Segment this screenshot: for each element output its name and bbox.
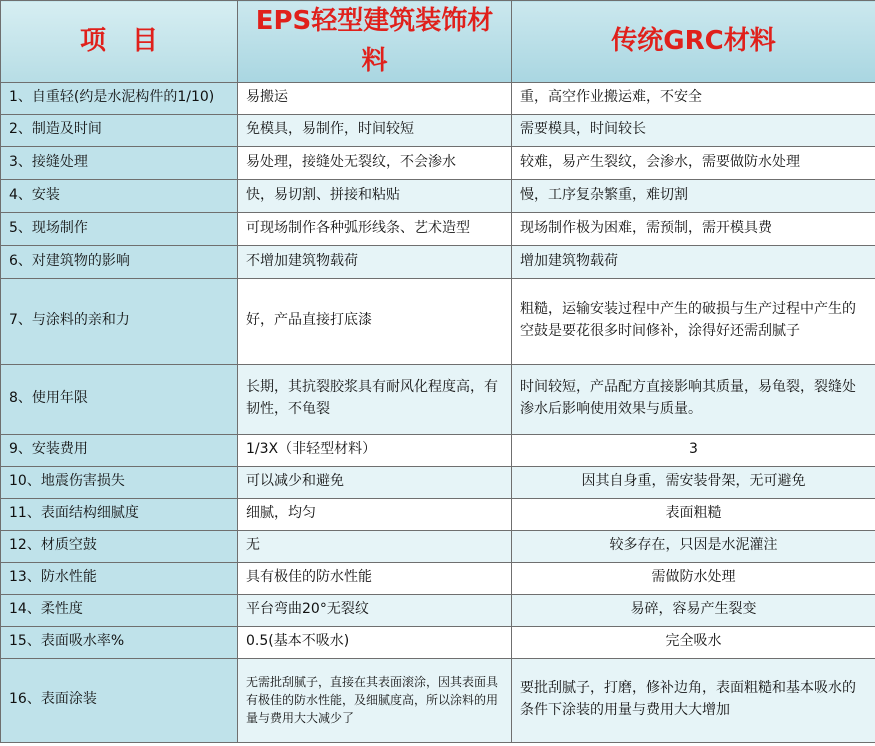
row-grc: 3 (512, 434, 875, 466)
row-eps: 易搬运 (238, 82, 512, 114)
table-row (1, 434, 875, 466)
row-item: 12、材质空鼓 (1, 530, 238, 562)
row-grc: 较难，易产生裂纹，会渗水，需要做防水处理 (512, 146, 875, 179)
table-row (1, 364, 875, 434)
row-item: 13、防水性能 (1, 562, 238, 594)
row-eps: 免模具，易制作，时间较短 (238, 114, 512, 146)
row-grc: 重，高空作业搬运难，不安全 (512, 82, 875, 114)
header-grc: 传统GRC材料 (512, 1, 875, 83)
table-row (1, 245, 875, 278)
table-row (1, 82, 875, 114)
row-eps: 易处理，接缝处无裂纹，不会渗水 (238, 146, 512, 179)
row-item: 7、与涂料的亲和力 (1, 278, 238, 364)
row-grc: 时间较短，产品配方直接影响其质量，易龟裂，裂缝处渗水后影响使用效果与质量。 (512, 364, 875, 434)
row-grc: 易碎，容易产生裂变 (512, 594, 875, 626)
table-row (1, 658, 875, 742)
row-item: 3、接缝处理 (1, 146, 238, 179)
row-grc: 现场制作极为困难，需预制，需开模具费 (512, 212, 875, 245)
row-grc: 完全吸水 (512, 626, 875, 658)
table-row (1, 466, 875, 498)
row-item: 1、自重轻(约是水泥构件的1/10) (1, 82, 238, 114)
row-eps: 细腻，均匀 (238, 498, 512, 530)
table-row (1, 146, 875, 179)
row-grc: 需做防水处理 (512, 562, 875, 594)
row-item: 9、安装费用 (1, 434, 238, 466)
table-row (1, 498, 875, 530)
row-eps: 不增加建筑物载荷 (238, 245, 512, 278)
row-item: 4、安装 (1, 179, 238, 212)
row-item: 15、表面吸水率% (1, 626, 238, 658)
row-item: 8、使用年限 (1, 364, 238, 434)
row-grc: 表面粗糙 (512, 498, 875, 530)
row-item: 10、地震伤害损失 (1, 466, 238, 498)
row-eps: 平台弯曲20°无裂纹 (238, 594, 512, 626)
row-eps: 无 (238, 530, 512, 562)
table-row (1, 179, 875, 212)
table-row (1, 114, 875, 146)
row-grc: 要批刮腻子，打磨，修补边角，表面粗糙和基本吸水的条件下涂装的用量与费用大大增加 (512, 658, 875, 742)
table-row (1, 278, 875, 364)
row-grc: 慢，工序复杂繁重，难切割 (512, 179, 875, 212)
row-eps: 可以减少和避免 (238, 466, 512, 498)
table-row (1, 594, 875, 626)
row-grc: 增加建筑物载荷 (512, 245, 875, 278)
row-item: 5、现场制作 (1, 212, 238, 245)
table-row (1, 626, 875, 658)
header-eps: EPS轻型建筑装饰材料 (238, 1, 512, 83)
row-grc: 粗糙，运输安装过程中产生的破损与生产过程中产生的空鼓是要花很多时间修补，涂得好还需刮腻子 (512, 278, 875, 364)
row-grc: 较多存在，只因是水泥灌注 (512, 530, 875, 562)
row-eps: 0.5(基本不吸水) (238, 626, 512, 658)
header-item: 项 目 (1, 1, 238, 83)
row-item: 6、对建筑物的影响 (1, 245, 238, 278)
row-item: 11、表面结构细腻度 (1, 498, 238, 530)
row-item: 2、制造及时间 (1, 114, 238, 146)
header-row (1, 1, 875, 83)
row-eps: 好，产品直接打底漆 (238, 278, 512, 364)
row-grc: 因其自身重，需安装骨架，无可避免 (512, 466, 875, 498)
row-eps: 快，易切割、拼接和粘贴 (238, 179, 512, 212)
row-eps: 无需批刮腻子，直接在其表面滚涂，因其表面具有极佳的防水性能，及细腻度高，所以涂料的用量与费用大大减少了 (238, 658, 512, 742)
table-row (1, 562, 875, 594)
row-item: 16、表面涂装 (1, 658, 238, 742)
row-eps: 具有极佳的防水性能 (238, 562, 512, 594)
table-row (1, 530, 875, 562)
row-item: 14、柔性度 (1, 594, 238, 626)
table-row (1, 212, 875, 245)
row-eps: 长期，其抗裂胶浆具有耐风化程度高，有韧性，不龟裂 (238, 364, 512, 434)
row-grc: 需要模具，时间较长 (512, 114, 875, 146)
row-eps: 1/3X（非轻型材料） (238, 434, 512, 466)
row-eps: 可现场制作各种弧形线条、艺术造型 (238, 212, 512, 245)
